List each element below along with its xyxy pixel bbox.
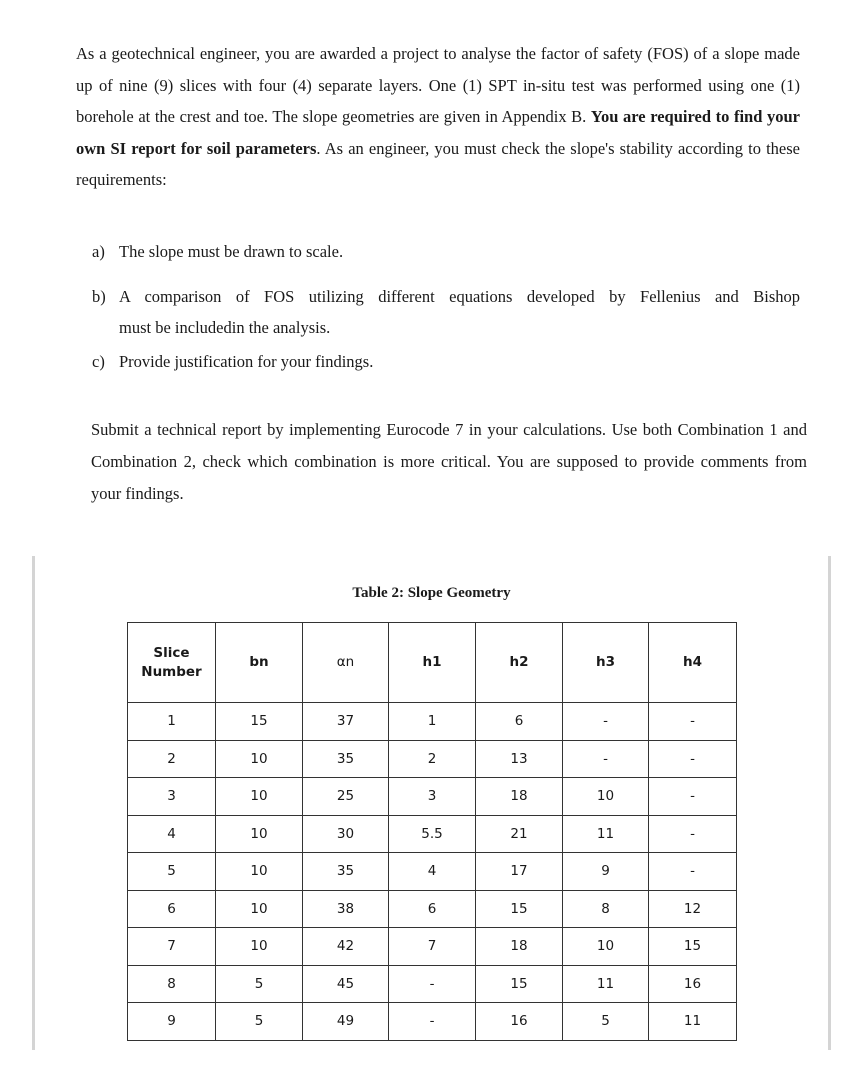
requirement-a bbox=[92, 236, 800, 267]
cell-h1: 7 bbox=[389, 928, 476, 966]
cell-h4: - bbox=[649, 740, 737, 778]
cell-h3: 10 bbox=[563, 928, 649, 966]
cell-h1: - bbox=[389, 965, 476, 1003]
table-row bbox=[128, 965, 737, 1003]
requirement-label: b) bbox=[92, 287, 106, 306]
table-title: Table 2: Slope Geometry bbox=[352, 585, 511, 601]
cell-h4: 11 bbox=[649, 1003, 737, 1041]
cell-h2: 6 bbox=[476, 703, 563, 741]
header-slice-number bbox=[128, 623, 216, 703]
requirement-text: Provide justification for your findings. bbox=[119, 352, 374, 371]
cell-h4: - bbox=[649, 853, 737, 891]
cell-an: 45 bbox=[303, 965, 389, 1003]
cell-h4: - bbox=[649, 778, 737, 816]
cell-h3: 8 bbox=[563, 890, 649, 928]
cell-slice-number: 2 bbox=[128, 740, 216, 778]
page-edge-left bbox=[32, 556, 35, 1050]
requirement-text: A comparison of FOS utilizing different equations developed by Fellenius and Bishop bbox=[119, 287, 800, 306]
intro-text-end: . As an engineer, you must check the slope's stability according to these requirements: bbox=[76, 138, 800, 189]
cell-h3: - bbox=[563, 740, 649, 778]
header-h2: h2 bbox=[476, 623, 563, 703]
page-edge-right bbox=[828, 556, 831, 1050]
cell-h1: 3 bbox=[389, 778, 476, 816]
requirement-label: a) bbox=[92, 242, 105, 261]
cell-bn: 10 bbox=[216, 853, 303, 891]
cell-h2: 21 bbox=[476, 815, 563, 853]
table-row bbox=[128, 890, 737, 928]
cell-slice-number: 4 bbox=[128, 815, 216, 853]
cell-slice-number: 7 bbox=[128, 928, 216, 966]
table-row bbox=[128, 928, 737, 966]
cell-an: 35 bbox=[303, 853, 389, 891]
cell-h2: 18 bbox=[476, 928, 563, 966]
cell-slice-number: 5 bbox=[128, 853, 216, 891]
cell-an: 38 bbox=[303, 890, 389, 928]
cell-bn: 10 bbox=[216, 778, 303, 816]
header-slice-line2: Number bbox=[141, 663, 202, 680]
cell-h4: 15 bbox=[649, 928, 737, 966]
cell-an: 42 bbox=[303, 928, 389, 966]
header-an: αn bbox=[303, 623, 389, 703]
cell-h2: 15 bbox=[476, 965, 563, 1003]
cell-slice-number: 9 bbox=[128, 1003, 216, 1041]
table-row bbox=[128, 703, 737, 741]
cell-h1: 6 bbox=[389, 890, 476, 928]
cell-bn: 15 bbox=[216, 703, 303, 741]
cell-bn: 5 bbox=[216, 965, 303, 1003]
cell-slice-number: 1 bbox=[128, 703, 216, 741]
cell-h3: 9 bbox=[563, 853, 649, 891]
cell-slice-number: 6 bbox=[128, 890, 216, 928]
header-bn: bn bbox=[216, 623, 303, 703]
cell-h1: 2 bbox=[389, 740, 476, 778]
table-row bbox=[128, 815, 737, 853]
table-row bbox=[128, 740, 737, 778]
cell-bn: 10 bbox=[216, 815, 303, 853]
cell-slice-number: 8 bbox=[128, 965, 216, 1003]
requirement-text: The slope must be drawn to scale. bbox=[119, 242, 344, 261]
cell-h1: 4 bbox=[389, 853, 476, 891]
cell-bn: 10 bbox=[216, 890, 303, 928]
cell-h4: - bbox=[649, 815, 737, 853]
header-h4: h4 bbox=[649, 623, 737, 703]
intro-text-start: As a geotechnical engineer, you are awarded a project to analyse the factor of safety (FOS) of a slope made up of nine (9) slices with four (4) separate layers. One (1) SPT in-situ test was performed using one (1) borehole at the crest and toe. The slope geometries are given in Appendix B. bbox=[76, 44, 800, 126]
intro-paragraph bbox=[76, 38, 800, 196]
cell-h4: - bbox=[649, 703, 737, 741]
requirement-label: c) bbox=[92, 352, 105, 371]
cell-h2: 13 bbox=[476, 740, 563, 778]
table-row bbox=[128, 778, 737, 816]
header-h3: h3 bbox=[563, 623, 649, 703]
header-h1: h1 bbox=[389, 623, 476, 703]
cell-h3: 5 bbox=[563, 1003, 649, 1041]
cell-bn: 10 bbox=[216, 928, 303, 966]
cell-h1: 1 bbox=[389, 703, 476, 741]
cell-h2: 16 bbox=[476, 1003, 563, 1041]
requirement-b bbox=[92, 281, 800, 343]
table-header-row bbox=[128, 623, 737, 703]
submit-paragraph: Submit a technical report by implementing Eurocode 7 in your calculations. Use both Combination 1 and Combination 2, check which combination is more critical. You are supposed to provide comments from your findings. bbox=[91, 420, 807, 503]
cell-h3: 11 bbox=[563, 815, 649, 853]
cell-h2: 17 bbox=[476, 853, 563, 891]
cell-h3: - bbox=[563, 703, 649, 741]
cell-an: 37 bbox=[303, 703, 389, 741]
cell-slice-number: 3 bbox=[128, 778, 216, 816]
table-row bbox=[128, 1003, 737, 1041]
cell-h4: 16 bbox=[649, 965, 737, 1003]
cell-bn: 5 bbox=[216, 1003, 303, 1041]
table-row bbox=[128, 853, 737, 891]
cell-an: 49 bbox=[303, 1003, 389, 1041]
cell-h2: 18 bbox=[476, 778, 563, 816]
requirement-c bbox=[92, 346, 800, 377]
cell-h3: 11 bbox=[563, 965, 649, 1003]
slope-geometry-table bbox=[127, 622, 737, 1041]
header-slice-line1: Slice bbox=[153, 644, 190, 661]
cell-h1: 5.5 bbox=[389, 815, 476, 853]
cell-an: 30 bbox=[303, 815, 389, 853]
cell-h3: 10 bbox=[563, 778, 649, 816]
cell-h4: 12 bbox=[649, 890, 737, 928]
requirement-text-continued: must be includedin the analysis. bbox=[119, 318, 331, 337]
cell-h1: - bbox=[389, 1003, 476, 1041]
cell-an: 25 bbox=[303, 778, 389, 816]
cell-an: 35 bbox=[303, 740, 389, 778]
cell-bn: 10 bbox=[216, 740, 303, 778]
cell-h2: 15 bbox=[476, 890, 563, 928]
table-body bbox=[128, 703, 737, 1041]
intro-bold-text: You are required to find your own SI report for soil parameters bbox=[76, 107, 800, 158]
